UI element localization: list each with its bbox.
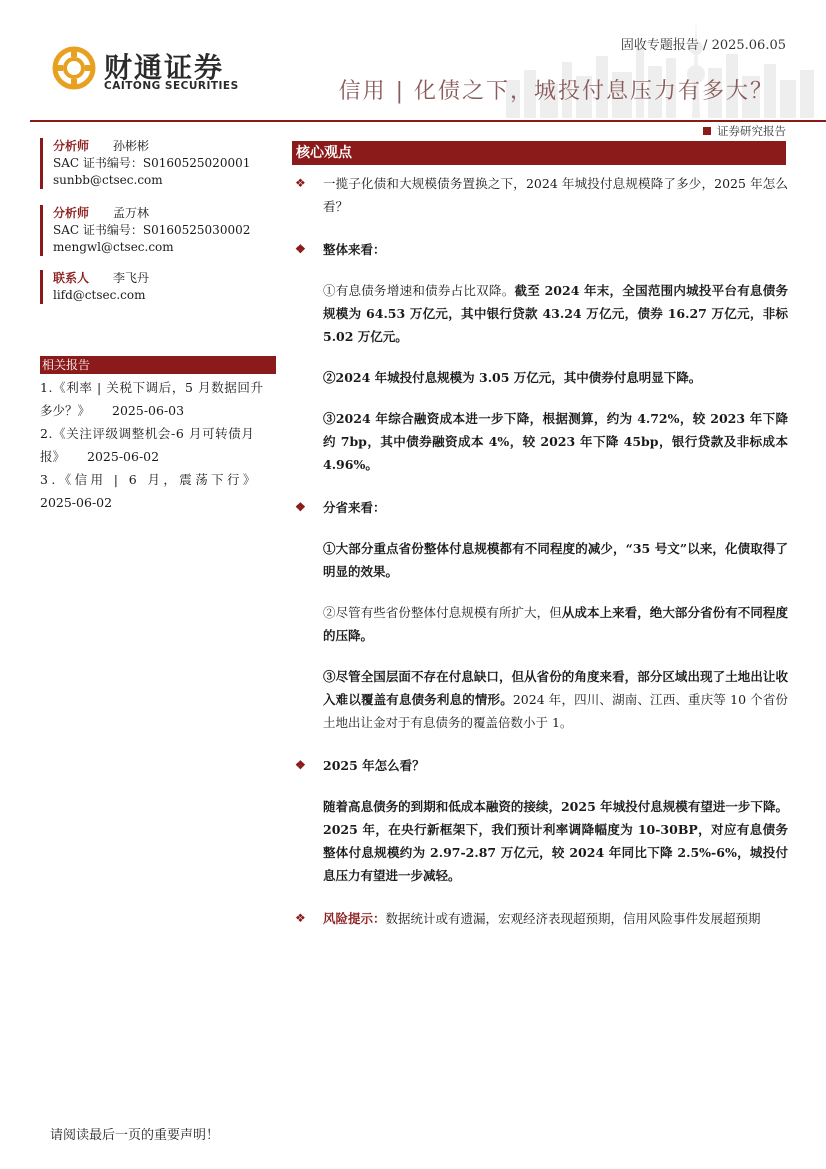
square-bullet-icon bbox=[703, 127, 711, 135]
paragraph: ③2024 年综合融资成本进一步下降，根据测算，约为 4.72%，较 2023 年下降约 7bp，其中债券融资成本 4%，较 2023 年下降 45bp，银行贷款及非标成本 4.96%。 bbox=[323, 411, 788, 472]
company-logo bbox=[52, 46, 252, 96]
report-meta: 固收专题报告 / 2025.06.05 bbox=[620, 38, 786, 53]
paragraph: ②2024 年城投付息规模为 3.05 万亿元，其中债券付息明显下降。 bbox=[323, 370, 702, 385]
province-section-title bbox=[292, 496, 788, 519]
outlook-section-title bbox=[292, 754, 788, 777]
related-reports-heading bbox=[40, 356, 276, 374]
related-report-title-cont: 多少？》 bbox=[40, 403, 91, 418]
analyst-role: 分析师 bbox=[53, 206, 90, 220]
intro-bullet bbox=[292, 172, 788, 218]
core-views-heading bbox=[292, 141, 786, 165]
analyst-card bbox=[40, 205, 293, 256]
paragraph-emphasis: 从成本上来看，绝大部分省份有不同程度的压降。 bbox=[323, 605, 788, 643]
paragraph-emphasis: ③尽管全国层面不存在付息缺口，但从省份的角度来看，部分区域出现了土地出让收入难以覆盖有息债务利息的情形。 bbox=[323, 669, 788, 707]
related-report-title: 2.《关注评级调整机会-6 月可转债月 bbox=[40, 426, 255, 441]
province-title-text: 分省来看： bbox=[323, 500, 386, 515]
related-reports-heading-text: 相关报告 bbox=[42, 358, 91, 372]
logo-english-name: CAITONG SECURITIES bbox=[104, 80, 239, 92]
core-views-content bbox=[292, 172, 788, 930]
diamond-bullet-icon: ❖ bbox=[295, 500, 306, 514]
analyst-sac: SAC 证书编号：S0160525030002 bbox=[53, 223, 251, 237]
contact-card bbox=[40, 270, 293, 304]
paragraph-text: ①有息债务增速和债券占比双降。 bbox=[323, 283, 515, 298]
related-report-title: 1.《利率 | 关税下调后，5 月数据回升 bbox=[40, 380, 264, 395]
core-views-heading-text: 核心观点 bbox=[296, 145, 352, 161]
related-report-title-cont: 报》 bbox=[40, 449, 66, 464]
logo-chinese-name: 财通证券 bbox=[104, 51, 225, 84]
related-report-date: 2025-06-02 bbox=[40, 495, 113, 510]
footer-disclaimer: 请阅读最后一页的重要声明！ bbox=[50, 1128, 220, 1143]
logo-mark-icon bbox=[52, 46, 96, 90]
analyst-name: 孟万林 bbox=[113, 206, 150, 220]
paragraph-emphasis: 截至 2024 年末，全国范围内城投平台有息债务规模为 64.53 万亿元，其中银行贷款 43.24 万亿元，债券 16.27 万亿元，非标 5.02 万亿元。 bbox=[323, 283, 788, 344]
risk-label: 风险提示： bbox=[323, 911, 386, 926]
outlook-title-text: 2025 年怎么看？ bbox=[323, 758, 425, 773]
analyst-email[interactable]: sunbb@ctsec.com bbox=[53, 173, 163, 187]
header-divider bbox=[30, 120, 826, 122]
paragraph bbox=[292, 601, 788, 647]
overall-section-title bbox=[292, 238, 788, 261]
overall-title-text: 整体来看： bbox=[323, 242, 386, 257]
paragraph-text: ②尽管有些省份整体付息规模有所扩大，但 bbox=[323, 605, 562, 620]
intro-text: 一揽子化债和大规模债务置换之下，2024 年城投付息规模降了多少，2025 年怎么看？ bbox=[323, 176, 788, 214]
related-report-date: 2025-06-03 bbox=[112, 403, 185, 418]
paragraph: ①大部分重点省份整体付息规模都有不同程度的减少，“35 号文”以来，化债取得了明显的效果。 bbox=[323, 541, 788, 579]
analyst-email[interactable]: mengwl@ctsec.com bbox=[53, 240, 174, 254]
report-title: 信用 | 化债之下，城投付息压力有多大？ bbox=[338, 79, 774, 104]
risk-bullet bbox=[292, 907, 788, 930]
analyst-name: 孙彬彬 bbox=[113, 139, 150, 153]
diamond-bullet-icon: ❖ bbox=[295, 911, 306, 925]
risk-text: 数据统计或有遗漏，宏观经济表现超预期，信用风险事件发展超预期 bbox=[385, 911, 761, 926]
contact-role: 联系人 bbox=[53, 271, 90, 285]
analyst-sac: SAC 证书编号：S0160525020001 bbox=[53, 156, 251, 170]
report-type-text: 证券研究报告 bbox=[717, 124, 786, 138]
diamond-bullet-icon: ❖ bbox=[295, 758, 306, 772]
related-report-item[interactable] bbox=[40, 376, 276, 422]
report-type-label bbox=[703, 123, 786, 139]
related-report-title: 3.《信用 | 6 月，震荡下行》 bbox=[40, 472, 259, 487]
related-report-item[interactable] bbox=[40, 468, 276, 514]
diamond-bullet-icon: ❖ bbox=[295, 242, 306, 256]
analyst-card bbox=[40, 138, 293, 189]
analyst-role: 分析师 bbox=[53, 139, 90, 153]
related-reports-list bbox=[40, 376, 276, 514]
contact-email[interactable]: lifd@ctsec.com bbox=[53, 288, 146, 302]
diamond-bullet-icon: ❖ bbox=[295, 176, 306, 190]
contact-name: 李飞丹 bbox=[113, 271, 150, 285]
related-report-date: 2025-06-02 bbox=[87, 449, 160, 464]
related-report-item[interactable] bbox=[40, 422, 276, 468]
paragraph bbox=[292, 279, 788, 348]
paragraph bbox=[292, 665, 788, 734]
paragraph-text: 2024 年，四川、湖南、江西、重庆等 10 个省份土地出让金对于有息债务的覆盖倍数小于 1。 bbox=[323, 692, 788, 730]
paragraph: 随着高息债务的到期和低成本融资的接续，2025 年城投付息规模有望进一步下降。2025 年，在央行新框架下，我们预计利率调降幅度为 10-30BP，对应有息债务整体付息规模约为 2.97-2.87 万亿元，较 2024 年同比下降 2.5%-6%，城投付息压力有望进一步减轻。 bbox=[323, 799, 788, 883]
